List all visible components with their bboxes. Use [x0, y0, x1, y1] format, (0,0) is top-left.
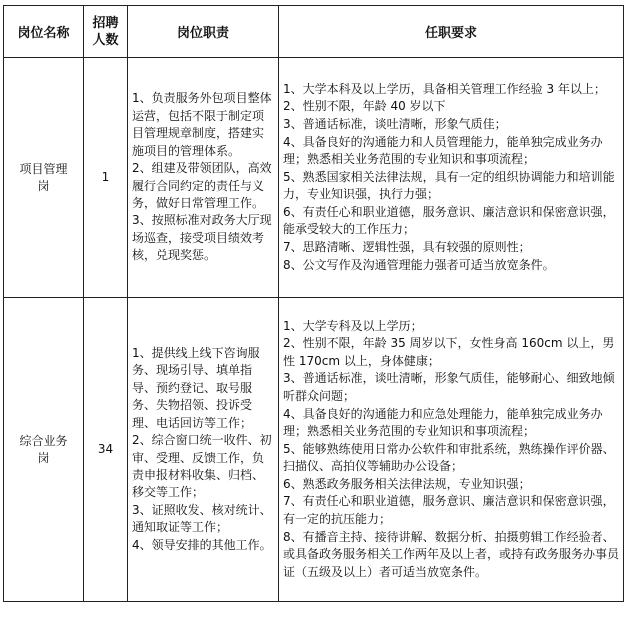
duty-item: 2、组建及带领团队，高效履行合同约定的责任与义务，做好日常管理工作。 [132, 161, 272, 210]
table-row [4, 58, 624, 298]
header-hire-count-text: 招聘人数 [92, 15, 119, 48]
duties-cell [128, 58, 279, 298]
duty-item: 4、领导安排的其他工作。 [132, 537, 272, 552]
position-name: 综合业务岗 [19, 433, 68, 465]
requirement-item: 1、大学本科及以上学历，具备相关管理工作经验 3 年以上； [283, 81, 606, 96]
header-hire-count [84, 6, 128, 58]
duty-item: 3、证照收发、核对统计、通知取证等工作； [132, 502, 272, 535]
table-row [4, 298, 624, 602]
requirement-item: 7、有责任心和职业道德，服务意识、廉洁意识和保密意识强，有一定的抗压能力； [283, 494, 615, 527]
requirement-item: 3、普通话标准，谈吐清晰，形象气质佳，能够耐心、细致地倾听群众问题； [283, 371, 615, 403]
duties-cell [128, 298, 279, 602]
header-requirements: 任职要求 [279, 6, 624, 58]
requirements-cell [279, 298, 624, 602]
requirement-item: 8、有播音主持、接待讲解、数据分析、拍摄剪辑工作经验者、或具备政务服务相关工作两年及以上者，或持有政务服务办事员证（五级及以上）者可适当放宽条件。 [283, 529, 620, 579]
requirement-item: 3、普通话标准，谈吐清晰，形象气质佳； [283, 116, 507, 131]
position-name: 项目管理岗 [19, 161, 68, 193]
requirement-item: 5、熟悉国家相关法律法规，具有一定的组织协调能力和培训能力，专业知识强，执行力强； [283, 169, 615, 202]
header-duties: 岗位职责 [128, 6, 279, 58]
requirement-item: 7、思路清晰、逻辑性强，具有较强的原则性； [283, 240, 531, 255]
requirement-item: 5、能够熟练使用日常办公软件和审批系统，熟练操作评价器、扫描仪、高拍仪等辅助办公设备； [283, 441, 615, 474]
duty-item: 1、负责服务外包项目整体运营，包括不限于制定项目管理规章制度，搭建实施项目的管理体系。 [132, 91, 272, 158]
requirements-cell [279, 58, 624, 298]
requirement-item: 6、熟悉政务服务相关法律法规，专业知识强； [283, 476, 531, 491]
header-row [4, 6, 624, 58]
header-position-name: 岗位名称 [4, 6, 84, 58]
requirement-item: 4、具备良好的沟通能力和应急处理能力，能单独完成业务办理；熟悉相关业务范围的专业知识和事项流程； [283, 406, 603, 439]
requirement-item: 2、性别不限，年龄 35 周岁以下，女性身高 160cm 以上，男性 170cm 以上，身体健康； [283, 336, 615, 368]
requirement-item: 2、性别不限，年龄 40 岁以下 [283, 99, 446, 114]
duty-item: 3、按照标准对政务大厅现场巡查，接受项目绩效考核，兑现奖惩。 [132, 213, 272, 263]
requirement-item: 6、有责任心和职业道德，服务意识、廉洁意识和保密意识强，能承受较大的工作压力； [283, 204, 615, 237]
requirement-item: 4、具备良好的沟通能力和人员管理能力，能单独完成业务办理；熟悉相关业务范围的专业知识和事项流程； [283, 134, 603, 167]
requirement-item: 8、公文写作及沟通管理能力强者可适当放宽条件。 [283, 257, 555, 272]
duty-item: 1、提供线上线下咨询服务、现场引导、填单指导、预约登记、取号服务、失物招领、投诉受理、电话回访等工作； [132, 346, 260, 430]
duty-item: 2、综合窗口统一收件、初审、受理、反馈工作，负责申报材料收集、归档、移交等工作； [132, 433, 272, 500]
position-name-cell [4, 58, 84, 298]
position-name-cell [4, 298, 84, 602]
hire-count-cell: 1 [84, 58, 128, 298]
recruitment-table [3, 5, 624, 602]
requirement-item: 1、大学专科及以上学历； [283, 318, 423, 333]
hire-count-cell: 34 [84, 298, 128, 602]
